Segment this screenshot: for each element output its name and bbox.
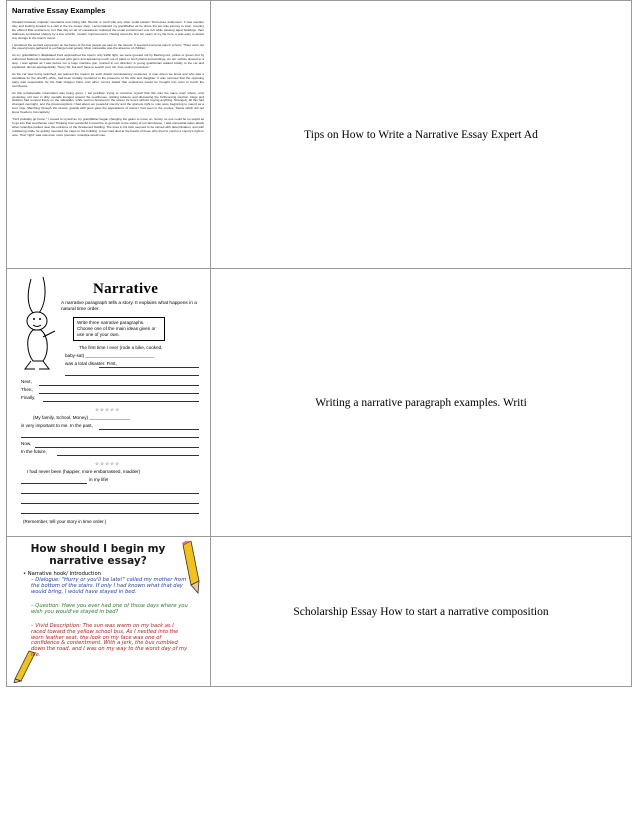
image-caption[interactable]: Writing a narrative paragraph examples. Writi <box>315 396 527 409</box>
slide-item-dialogue: – Dialogue: "Hurry or you'll be late!" called my mother from the bottom of the stairs. If only I had known what that day would bring, I would have stayed in bed. <box>31 577 187 595</box>
prompt-line: The first time I ever (rode a bike, cooked, <box>79 345 163 350</box>
worksheet-thumbnail[interactable] <box>9 271 207 533</box>
prompt-line: Next, <box>21 379 32 384</box>
essay-paragraph: As the car was being searched, we learned the reason for such drastic precautionary measures. A man whom we knew and who was a candidate for the sheriff's office, had been brutally murdered in the presence of his wife and daughter. It was rumored that the opposing party was responsible for the fatal shotgun blast, and other rumors stated that explosives would be brought into town to bomb the courthouse. <box>12 71 204 88</box>
prompt-line: (My family, School, Money) ________________ <box>33 415 131 420</box>
prompt-line: Now, <box>21 441 32 446</box>
prompt-line: In the future, <box>21 449 47 454</box>
prompt-line: is very important to me. In the past, <box>21 423 93 428</box>
caption-cell <box>211 269 632 537</box>
prompt-line: (Remember, tell your story in time order.) <box>23 519 107 524</box>
essay-title: Narrative Essay Examples <box>12 6 106 15</box>
prompt-line: Finally, <box>21 395 36 400</box>
essay-thumbnail[interactable] <box>9 3 207 265</box>
results-grid <box>6 0 632 687</box>
prompt-line: Then, <box>21 387 33 392</box>
prompt-line: was a total disaster. First, <box>65 361 117 366</box>
essay-paragraph: As my grandfather's dilapidated Ford approached the town's only traffic light, we were greeted not by flashing red, yellow or green--but by uniformed National Guardsmen armed with guns and appearing much out of place in such placid surroundings. As our vehicle slowed to a stop, I was aghast as I saw before me a huge machine gun, pointed in our direction. A young guardsman walked briskly to the car and explained, almost apologetically, "Sorry Sir, but we'll have to search your car. Just routine procedure." <box>12 53 204 70</box>
rabbit-illustration <box>13 275 63 375</box>
worksheet-title: Narrative <box>93 281 159 297</box>
essay-paragraph: I pondered the worried expression on the faces of the few people we saw on the streets. It seemed everyone was in a hurry. There were not the usual groups gathered to exchange local gossip. Most noticeable was the absence of children. <box>12 42 204 51</box>
thumbnail-cell[interactable] <box>7 1 211 269</box>
slide-item-question: – Question: Have you ever had one of those days where you wish you would've stayed in bed? <box>31 603 188 615</box>
divider-stars: ☆☆☆☆☆ <box>95 407 121 412</box>
essay-paragraph: Situated between majestic mountains and rolling hills, Benton is much like any other small eastern Tennessee settlement. It was election day, and looking forward to a visit to the ice cream shop, I accompanied my grandfather as he drove the ten-mile journey to town. Country life offered little excitement, but that day an air of uneasiness replaced the usual contentment one felt while passing aged buildings, their drabness contrasted sharply by a few colorful, modern improvements. Having spent the first ten years of my life here, it was easy to detect any change in the town's mood. <box>12 20 204 40</box>
image-caption[interactable]: Tips on How to Write a Narrative Essay Expert Ad <box>304 128 538 141</box>
worksheet-intro: A narrative paragraph tells a story. It explains what happens in a natural time order. <box>61 301 197 312</box>
thumbnail-cell[interactable] <box>7 269 211 537</box>
instruction-box: Write three narrative paragraphs. Choose one of the main ideas given or use one of your own. <box>73 317 165 341</box>
caption-cell <box>211 1 632 269</box>
caption-cell <box>211 537 632 687</box>
slide-thumbnail[interactable] <box>9 539 207 683</box>
thumbnail-cell[interactable] <box>7 537 211 687</box>
prompt-line: in my life! <box>89 477 109 482</box>
essay-paragraph: As this unbelievable information was being given, I sat petrified, trying to convince myself that this was the same town where, only yesterday, old men in dirty overalls lounged around the courthouse, spitting tobacco and discussing the forthcoming election. Dogs and children had romped freely on the sidewalks, while women browsed in the stores for hours without buying anything. Strangely, all this had changed overnight, and the preconceptions I had about our peaceful country and the glorious right to vote were beginning to sound as a sour note. Marching through the streets, guards with guns gave the appearance of towns I had seen in the movies. Towns which did not know freedom, but captivity. <box>12 90 204 115</box>
slide-item-vivid: – Vivid Description: The sun was warm on my back as I raced toward the yellow school bus. As I nestled into the worn leather seat, the look on my face was one of confidence & contentment. With a jerk, the bus rumbled down the road, and I was on my way to the worst day of my life. <box>31 623 188 658</box>
divider-stars: ☆☆☆☆☆ <box>95 461 121 466</box>
image-caption[interactable]: Scholarship Essay How to start a narrative composition <box>293 605 549 618</box>
slide-bullet: • Narrative hook/ Introduction <box>23 571 101 577</box>
prompt-line: I had never been (happier, more embarrassed, madder) <box>27 469 141 474</box>
essay-paragraph: "He'll probably go home," I mused to myself as my grandfather began changing the gears to move on. Surely no one could be so stupid as to go into that courthouse now! Thinking how wonderful it would be to get back to the safety of our farmhouse, I was somewhat taken aback when Grandpa parked near the entrance of the threatened building. The lines in his face seemed to be carved with determination, and with unfaltering stride he quickly mounted the steps to the building. A man had died at the hands of those who tried to control a county's right to vote. That "right" was now even more precious. Grandpa would vote. <box>12 117 204 137</box>
slide-question: How should I begin my narrative essay? <box>30 543 166 567</box>
prompt-line: baby-sat) ___________________________ <box>65 353 155 358</box>
